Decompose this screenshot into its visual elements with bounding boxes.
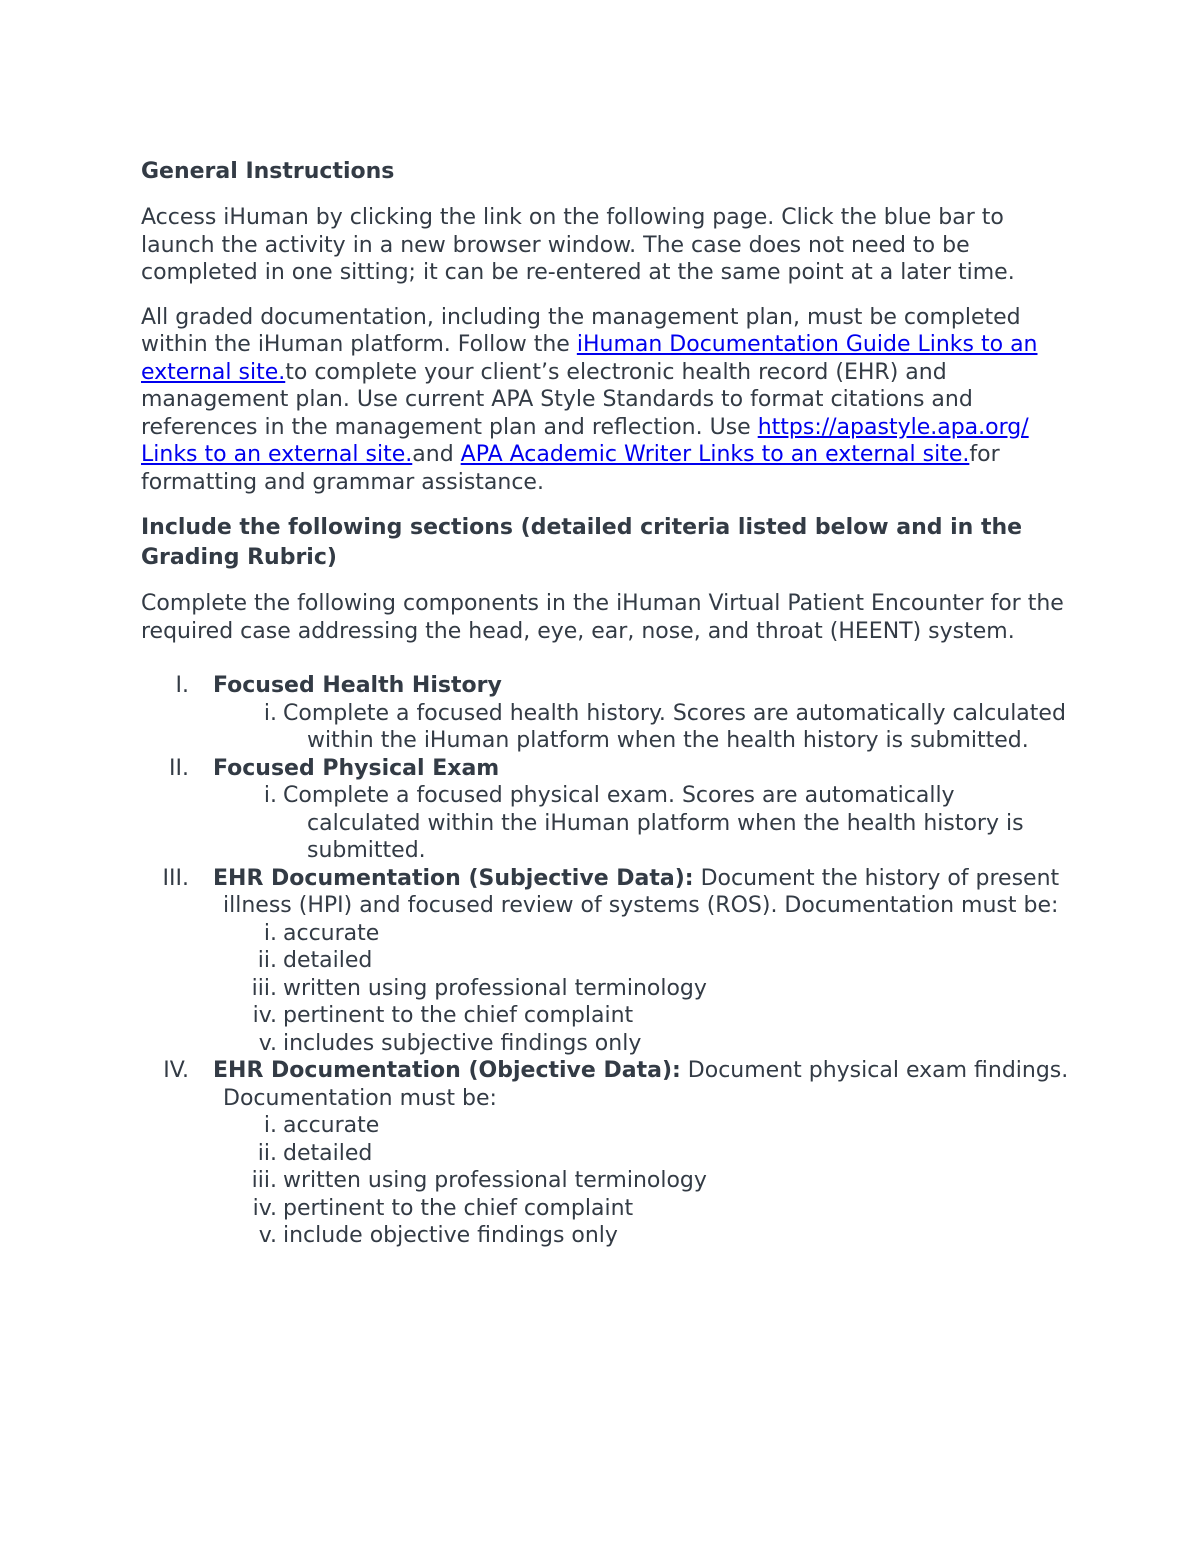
sub-number: iii. — [251, 975, 277, 1001]
sub-text: detailed — [283, 1140, 373, 1166]
list-item — [213, 1112, 1071, 1140]
section-number: IV. — [163, 1058, 189, 1083]
section-title: EHR Documentation (Objective Data): — [213, 1058, 681, 1083]
sub-list — [213, 1112, 1071, 1250]
apa-academic-writer-link[interactable]: APA Academic Writer Links to an external site. — [460, 442, 970, 467]
sub-number: i. — [263, 1113, 277, 1138]
general-instructions-heading: General Instructions — [141, 159, 395, 184]
section-description: Document physical exam findings. Documentation must be: — [223, 1058, 1069, 1111]
sections-list — [141, 672, 1071, 1250]
sub-text: include objective findings only — [283, 1223, 618, 1248]
section-item-focused-physical-exam — [141, 755, 1071, 865]
sub-text: accurate — [283, 920, 380, 946]
list-item — [213, 947, 1071, 975]
sub-text: written using professional terminology — [283, 1168, 707, 1193]
sub-number: v. — [258, 1223, 277, 1248]
document-page — [141, 157, 1071, 1250]
doc-text-4: for formatting and grammar assistance. — [141, 442, 1000, 495]
doc-text-2: to complete your client’s electronic health record (EHR) and management plan. Use current APA Style Standards to format citations and references in the management plan and reflection. Use — [141, 359, 973, 440]
list-item — [213, 1222, 1071, 1250]
list-item — [213, 1167, 1071, 1195]
sub-number: iv. — [252, 1195, 277, 1221]
list-item — [213, 782, 1071, 865]
sub-number: v. — [258, 1030, 277, 1056]
sub-number: iii. — [251, 1168, 277, 1193]
sub-text: Complete a focused health history. Scores are automatically calculated within the iHuman platform when the health history is submitted. — [283, 700, 1066, 753]
section-title: Focused Health History — [213, 673, 502, 698]
doc-text-3: and — [412, 442, 461, 467]
intro-paragraph: Access iHuman by clicking the link on the following page. Click the blue bar to launch the activity in a new browser window. The case does not need to be completed in one sitting; it can be re-entered at the same point at a later time. — [141, 205, 1015, 285]
list-item — [213, 975, 1071, 1003]
section-item-ehr-subjective — [141, 865, 1071, 1058]
documentation-paragraph — [141, 304, 1071, 497]
doc-text-1: All graded documentation, including the management plan, must be completed within the iHuman platform. Follow the — [141, 304, 1021, 357]
list-item — [213, 700, 1071, 755]
list-item — [213, 1195, 1071, 1223]
sub-text: includes subjective findings only — [283, 1030, 642, 1056]
ihuman-documentation-guide-link[interactable]: iHuman Documentation Guide Links to an external site. — [141, 332, 1038, 385]
apastyle-link[interactable]: https://apastyle.apa.org/ Links to an external site. — [141, 414, 1029, 467]
list-item — [213, 1030, 1071, 1058]
list-item — [213, 920, 1071, 948]
section-number: I. — [175, 673, 189, 698]
sub-text: detailed — [283, 948, 373, 973]
section-item-focused-health-history — [141, 672, 1071, 755]
list-item — [213, 1140, 1071, 1168]
sub-list — [213, 700, 1071, 755]
sub-list — [213, 782, 1071, 865]
components-paragraph: Complete the following components in the iHuman Virtual Patient Encounter for the required case addressing the head, eye, ear, nose, and throat (HEENT) system. — [141, 591, 1064, 644]
sub-text: pertinent to the chief complaint — [283, 1195, 634, 1221]
sub-list — [213, 920, 1071, 1058]
sub-text: pertinent to the chief complaint — [283, 1003, 634, 1028]
list-item — [213, 1002, 1071, 1030]
sub-number: i. — [263, 700, 277, 726]
sub-number: ii. — [257, 948, 277, 973]
sub-text: Complete a focused physical exam. Scores are automatically calculated within the iHuman platform when the health history is submitted. — [283, 783, 1024, 863]
sub-text: written using professional terminology — [283, 975, 707, 1001]
section-title: EHR Documentation (Subjective Data): — [213, 865, 694, 891]
section-description: Document the history of present illness (HPI) and focused review of systems (ROS). Documentation must be: — [223, 865, 1060, 918]
section-number: II. — [169, 755, 189, 781]
sub-number: iv. — [252, 1003, 277, 1028]
section-item-ehr-objective — [141, 1057, 1071, 1250]
sub-number: i. — [263, 783, 277, 808]
sub-number: ii. — [257, 1140, 277, 1166]
section-number: III. — [162, 865, 189, 891]
sub-text: accurate — [283, 1113, 380, 1138]
sections-heading: Include the following sections (detailed criteria listed below and in the Grading Rubric) — [141, 515, 1023, 570]
sub-number: i. — [263, 920, 277, 946]
section-title: Focused Physical Exam — [213, 755, 500, 781]
